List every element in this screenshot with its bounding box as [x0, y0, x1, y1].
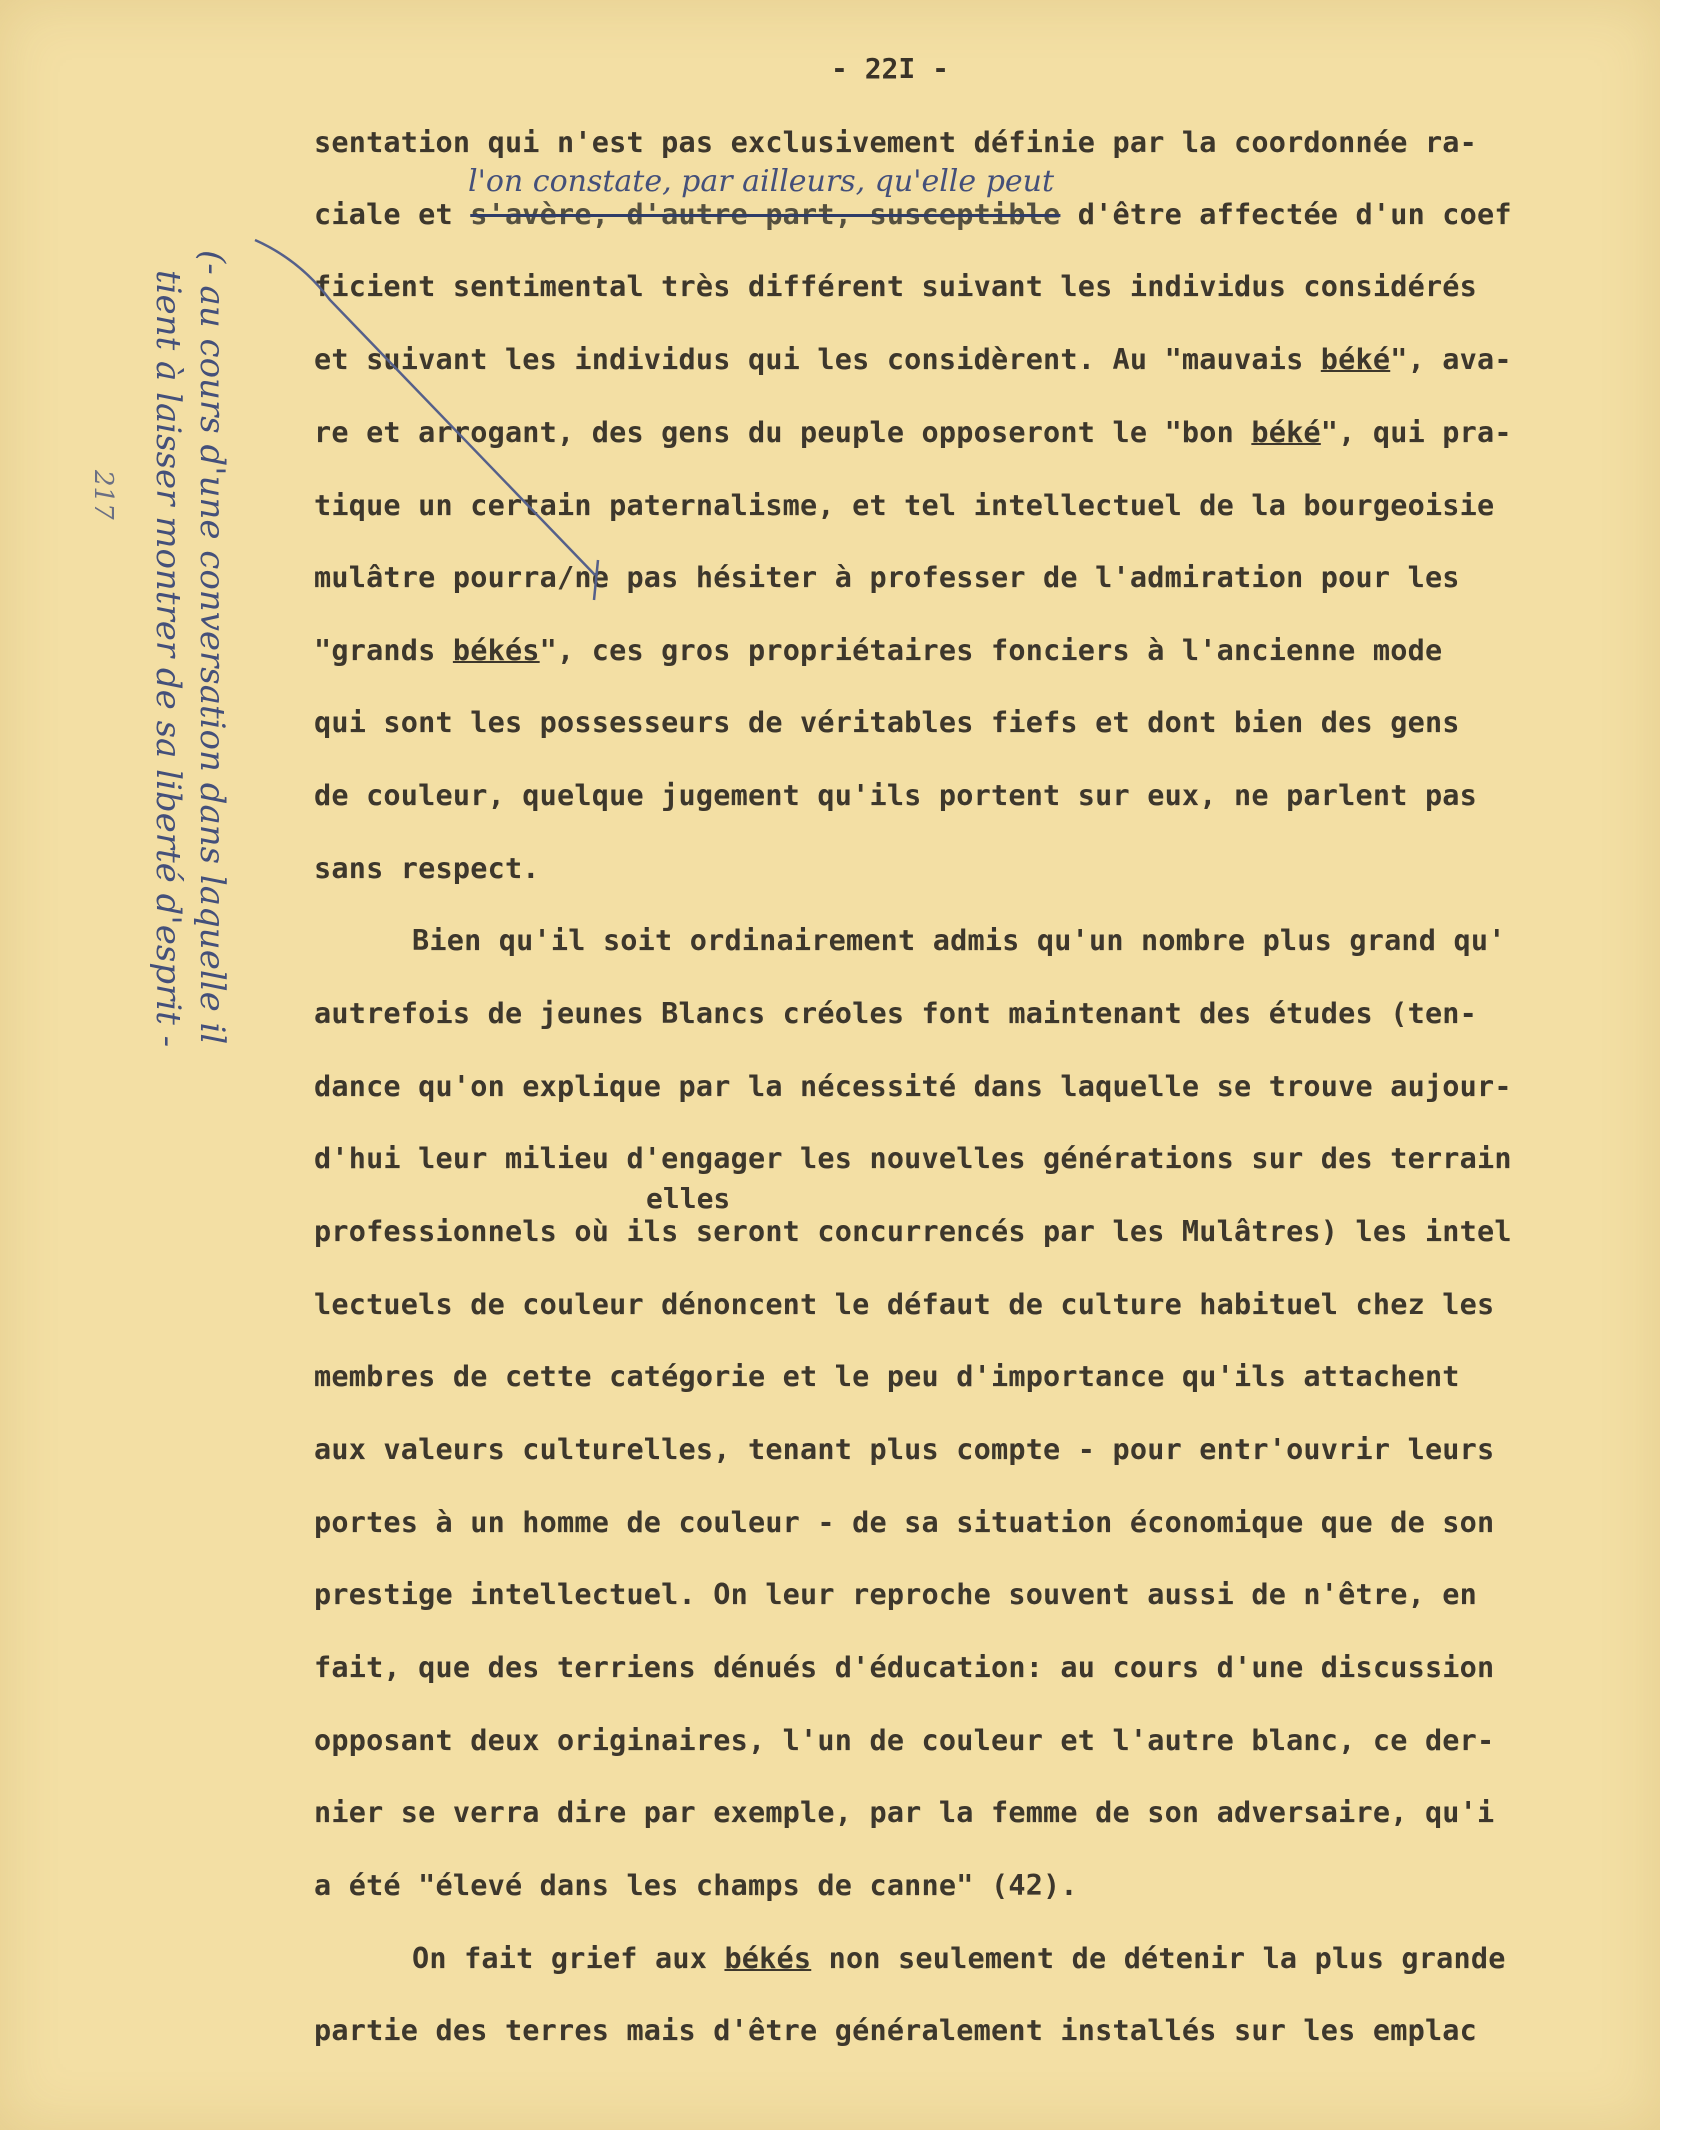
text-span: "grands: [314, 634, 453, 667]
text-span: non seulement de détenir la plus grande: [811, 1942, 1506, 1975]
paragraph1-line6: tique un certain paternalisme, et tel intellectuel de la bourgeoisie: [314, 489, 1495, 522]
underlined-word: béké: [1251, 416, 1321, 449]
margin-note-line1: (- au cours d'une conversation dans laquelle il: [192, 250, 232, 1045]
paragraph2-line14: a été "élevé dans les champs de canne" (42).: [314, 1869, 1078, 1902]
page-number: - 22I -: [830, 52, 949, 85]
paragraph3-line2: partie des terres mais d'être généralement installés sur les emplac: [314, 2014, 1478, 2047]
paragraph2-line11: fait, que des terriens dénués d'éducation: au cours d'une discussion: [314, 1651, 1495, 1684]
paragraph1-line10: de couleur, quelque jugement qu'ils portent sur eux, ne parlent pas: [314, 779, 1478, 812]
paragraph1-line1: sentation qui n'est pas exclusivement définie par la coordonnée ra-: [314, 126, 1478, 159]
text-span: On fait grief aux: [412, 1942, 725, 1975]
paragraph2-line5: professionnels où ils seront concurrencés par les Mulâtres) les intel: [314, 1215, 1512, 1248]
paragraph2-line8: aux valeurs culturelles, tenant plus compte - pour entr'ouvrir leurs: [314, 1433, 1495, 1466]
text-span: ", qui pra-: [1320, 416, 1512, 449]
paragraph2-line3: dance qu'on explique par la nécessité dans laquelle se trouve aujour-: [314, 1070, 1512, 1103]
text-span: ", ces gros propriétaires fonciers à l'ancienne mode: [539, 634, 1443, 667]
paragraph1-line9: qui sont les possesseurs de véritables fiefs et dont bien des gens: [314, 706, 1460, 739]
paragraph1-line11: sans respect.: [314, 852, 540, 885]
paragraph2-line1: Bien qu'il soit ordinairement admis qu'un nombre plus grand qu': [412, 924, 1506, 957]
paragraph2-line6: lectuels de couleur dénoncent le défaut de culture habituel chez les: [314, 1288, 1495, 1321]
paragraph1-line3: ficient sentimental très différent suivant les individus considérés: [314, 270, 1478, 303]
text-span: ", ava-: [1390, 343, 1512, 376]
paragraph2-line13: nier se verra dire par exemple, par la femme de son adversaire, qu'i: [314, 1796, 1495, 1829]
handwritten-insertion: l'on constate, par ailleurs, qu'elle peut: [468, 164, 1055, 199]
text-span: d'être affectée d'un coef: [1060, 198, 1512, 231]
paragraph2-line12: opposant deux originaires, l'un de couleur et l'autre blanc, ce der-: [314, 1724, 1495, 1757]
underlined-word: békés: [452, 634, 540, 667]
paragraph1-line7: mulâtre pourra/ne pas hésiter à professer de l'admiration pour les: [314, 561, 1460, 594]
insertion-line: [255, 240, 595, 575]
paragraph2-line2: autrefois de jeunes Blancs créoles font maintenant des études (ten-: [314, 997, 1478, 1030]
margin-page-number: 217: [88, 470, 118, 520]
text-span: ciale et: [314, 198, 471, 231]
struck-text: s'avère, d'autre part, susceptible: [470, 198, 1061, 231]
insertion-caret: [594, 560, 598, 600]
text-span: re et arrogant, des gens du peuple opposeront le "bon: [314, 416, 1252, 449]
margin-note-line2: tient à laisser montrer de sa liberté d'esprit -: [148, 270, 188, 1048]
paragraph2-line9: portes à un homme de couleur - de sa situation économique que de son: [314, 1506, 1495, 1539]
text-span: et suivant les individus qui les considèrent. Au "mauvais: [314, 343, 1321, 376]
typed-insertion: elles: [646, 1182, 731, 1215]
underlined-word: béké: [1320, 343, 1391, 376]
paragraph2-line10: prestige intellectuel. On leur reproche souvent aussi de n'être, en: [314, 1578, 1478, 1611]
paragraph2-line7: membres de cette catégorie et le peu d'importance qu'ils attachent: [314, 1360, 1460, 1393]
underlined-word: békés: [724, 1942, 812, 1975]
paragraph2-line4: d'hui leur milieu d'engager les nouvelles générations sur des terrain: [314, 1142, 1512, 1175]
